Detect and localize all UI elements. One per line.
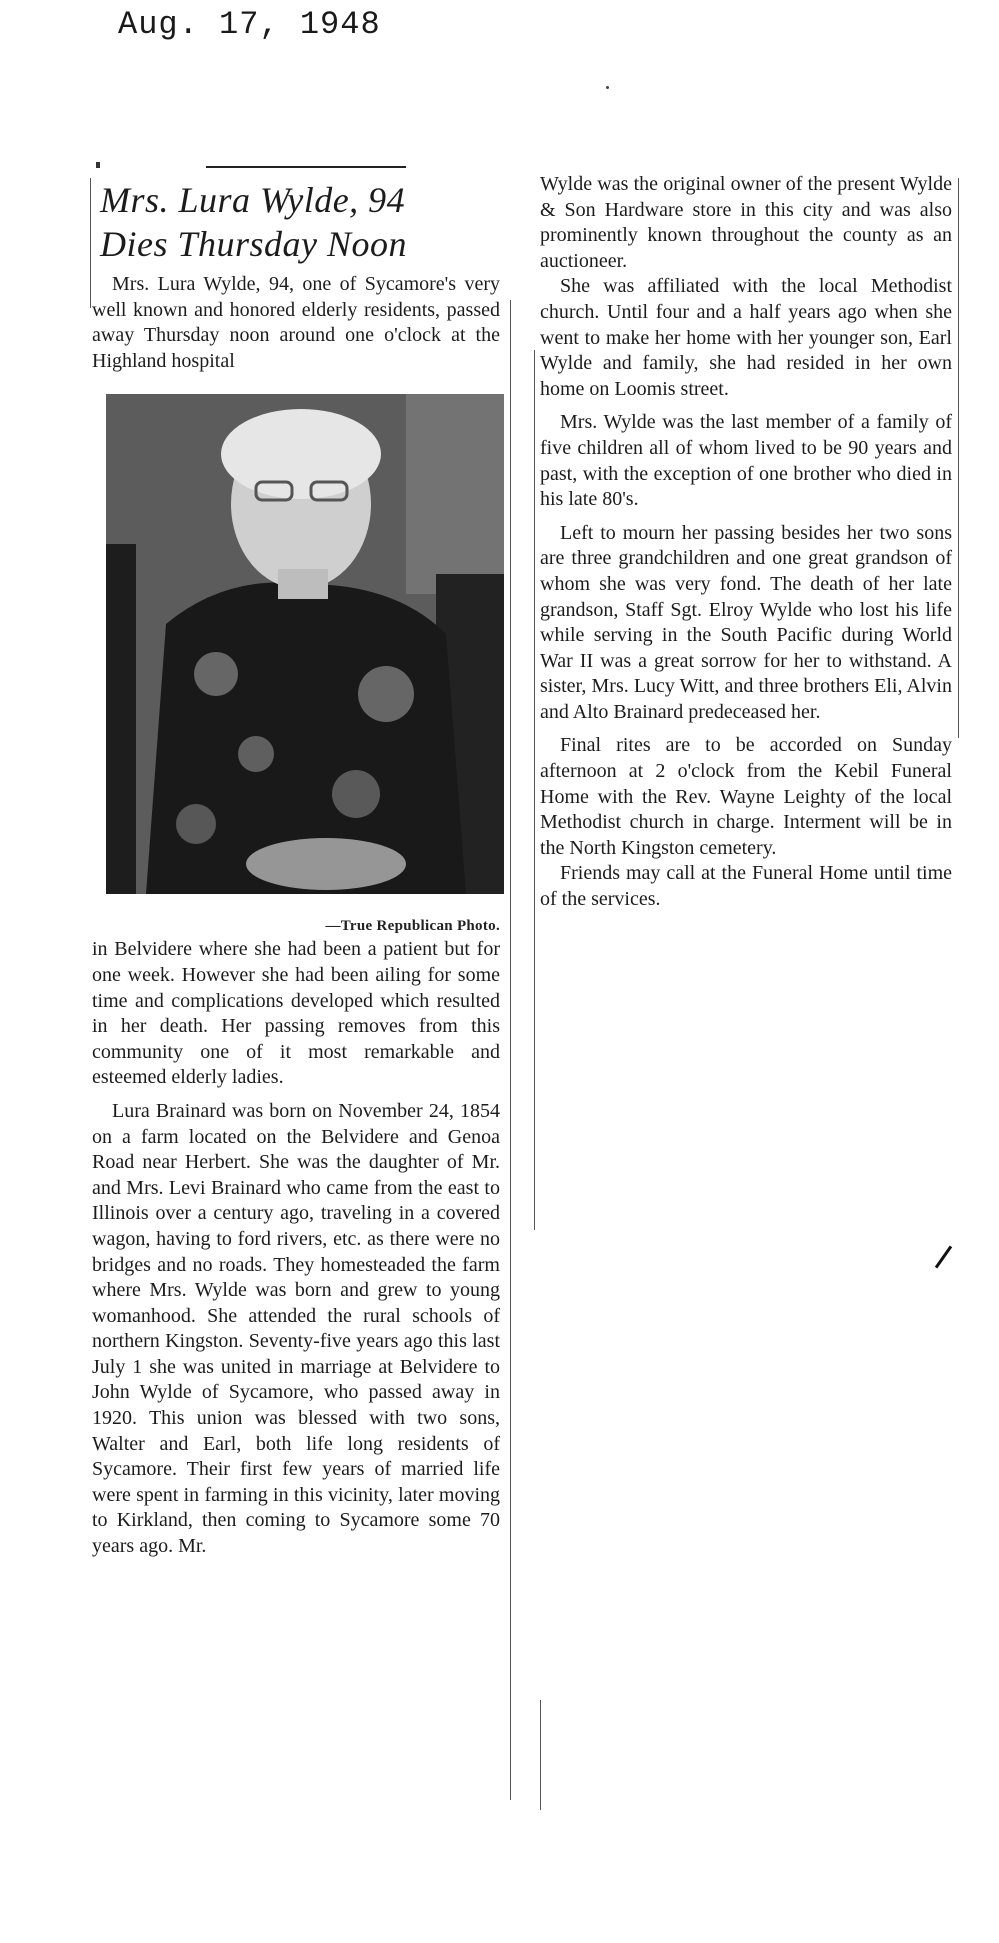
portrait-illustration <box>106 394 504 894</box>
paragraph-survivors: Left to mourn her passing besides her two sons are three grandchildren and one great grandson of whom she was very fond. The death of her late grandson, Staff Sgt. Elroy Wylde who lost his life while serving in the South Pacific during World War II was a great sorrow for her to withstand. A sister, Mrs. Lucy Witt, and three brothers Eli, Alvin and Alto Brainard predeceased her. <box>540 521 952 723</box>
print-speck <box>606 86 609 89</box>
paragraph-opening: Mrs. Lura Wylde, 94, one of Sycamore's very well known and honored elderly residents, passed away Thursday noon around one o'clock at the Highland hospital <box>92 273 500 372</box>
photo-caption: —True Republican Photo. <box>325 918 500 935</box>
left-column-border <box>90 178 91 308</box>
article-headline <box>100 178 500 266</box>
paragraph-hardware-store: Wylde was the original owner of the present Wylde & Son Hardware store in this city and was also prominently known throughout the county as an auctioneer. <box>540 173 952 272</box>
headline-line-2: Dies Thursday Noon <box>100 224 408 264</box>
date-stamp: Aug. 17, 1948 <box>118 6 381 43</box>
paragraph-hospital: in Belvidere where she had been a patient but for one week. However she had been ailing for some time and complications developed which resulted in her death. Her passing removes from this community one of it most remarkable and esteemed elderly ladies. <box>92 938 500 1089</box>
right-column-border-outer <box>958 178 959 738</box>
article-left-column <box>92 160 500 1560</box>
left-lower-border <box>540 1700 541 1810</box>
center-column-border <box>510 300 511 1800</box>
paragraph-church: She was affiliated with the local Methodist church. Until four and a half years ago when she went to make her home with her younger son, Earl Wylde and family, she had resided in her own home on Loomis street. <box>540 275 952 400</box>
article-right-column <box>540 172 952 913</box>
pen-mark <box>935 1245 952 1268</box>
portrait-photo <box>106 394 504 894</box>
right-column-border-inner <box>534 350 535 1230</box>
paragraph-visitation: Friends may call at the Funeral Home until time of the services. <box>540 862 952 911</box>
paragraph-biography: Lura Brainard was born on November 24, 1854 on a farm located on the Belvidere and Genoa Road near Herbert. She was the daughter of Mr. and Mrs. Levi Brainard who came from the east to Illinois over a century ago, traveling in a covered wagon, having to ford rivers, etc. as there were no bridges and no roads. They homesteaded the farm where Mrs. Wylde was born and grew to young womanhood. She attended the rural schools of northern Kingston. Seventy-five years ago this last July 1 she was united in marriage at Belvidere to John Wylde of Sycamore, who passed away in 1920. This union was blessed with two sons, Walter and Earl, both life long residents of Sycamore. Their first few years of married life were spent in farming in this vicinity, later moving to Kirkland, then coming to Sycamore some 70 years ago. Mr. <box>92 1099 500 1558</box>
paragraph-services: Final rites are to be accorded on Sunday afternoon at 2 o'clock from the Kebil Funeral Home with the Rev. Wayne Leighty of the local Methodist church in charge. Interment will be in the North Kingston cemetery. <box>540 734 952 859</box>
headline-line-1: Mrs. Lura Wylde, 94 <box>100 180 406 220</box>
paragraph-family: Mrs. Wylde was the last member of a family of five children all of whom lived to be 90 years and past, with the exception of one brother who died in his late 80's. <box>540 411 952 511</box>
